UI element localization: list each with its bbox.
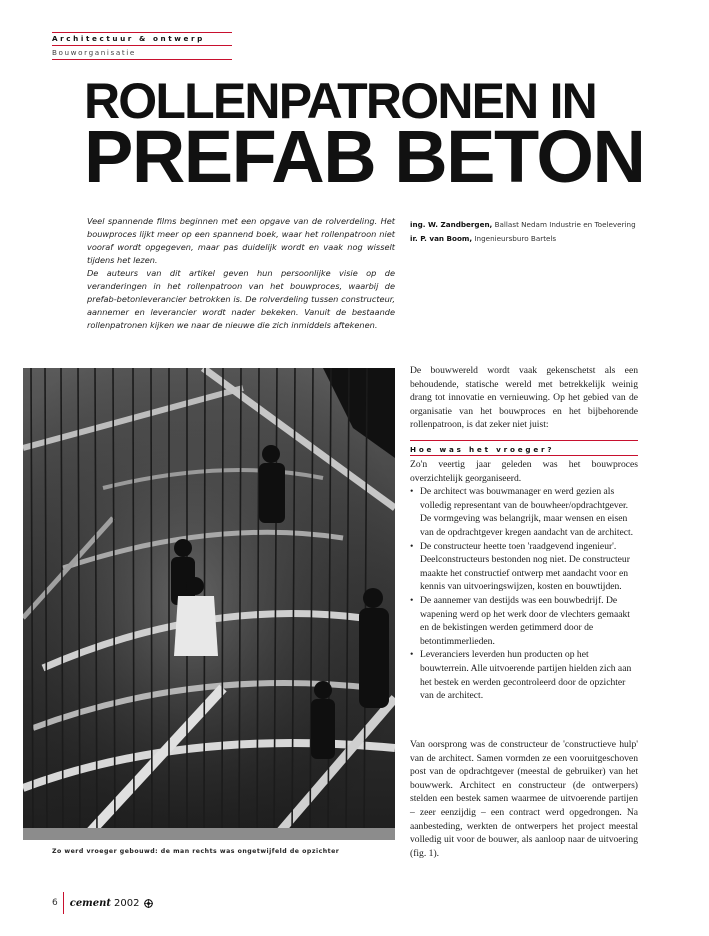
magazine-logo-icon <box>144 899 153 908</box>
lead-paragraph-2: De auteurs van dit artikel geven hun persoonlijke visie op de veranderingen in het rollenpatroon van het bouwproces, waarbij de prefab-betonleverancier betrokken is. De rolverdeling tussen constructeur, aannemer en leverancier wordt nader bekeken. Vanuit de bestaande rollenpatronen kijken we naar de nieuwe die zich inmiddels aftekenen. <box>87 268 395 330</box>
section-lead: Zo'n veertig jaar geleden was het bouwproces overzichtelijk georganiseerd. <box>410 459 638 484</box>
article-lead <box>87 215 395 332</box>
body-closing-paragraph: Van oorsprong was de constructeur de 'constructieve hulp' van de architect. Samen vormden ze een vooruitgeschoven post van de opdrachtgever (meestal de gebruiker) van het bouwwerk. Architect en constructeur (de ontwerpers) stelden een bestek samen waarmee de uitvoerende partijen – zeer eenzijdig – een contract werd opgedrongen. Na aanbesteding, werkten de ontwerpers het project meestal volledig uit voor de bouwer, als aanloop naar de uitvoering (fig. 1). <box>410 739 638 859</box>
section-body <box>410 458 638 703</box>
article-title-line-1: ROLLENPATRONEN IN <box>84 73 596 129</box>
bullet-item: • De constructeur heette toen 'raadgevend ingenieur'. Deelconstructeurs bestonden nog niet. De constructeur maakte het constructief ontwerp met aandacht voor en kennis van uitvoeringswijzen, kosten en bouwtijden. <box>410 540 638 594</box>
bullet-item: • De aannemer van destijds was een bouwbedrijf. De wapening werd op het werk door de vlechters gemaakt en de bekistingen werden getimmerd door de betontimmerlieden. <box>410 594 638 648</box>
rubric-top-rule <box>52 32 232 33</box>
body-intro-paragraph: De bouwwereld wordt vaak gekenschetst als een behoudende, statische wereld met betrekkelijk weinig drang tot innovatie en vernieuwing. Op het gebied van de organisatie van het bouwproces en het bijbehorende rollenpatroon, is dat zeker niet juist: <box>410 365 638 431</box>
bullet-list <box>410 485 638 703</box>
rubric-mid-rule <box>52 45 232 46</box>
author-list <box>410 218 650 245</box>
magazine-year: 2002 <box>114 897 140 909</box>
author-1-name: ing. W. Zandbergen, <box>410 220 493 229</box>
bullet-item: • Leveranciers leverden hun producten op het bouwterrein. Alle uitvoerende partijen hielden zich aan het bestek en werden gecontroleerd door de opzichter van de architect. <box>410 648 638 702</box>
page-footer <box>52 892 153 914</box>
construction-photo <box>23 368 395 840</box>
rubric-bottom-rule <box>52 59 232 60</box>
author-2-affiliation: Ingenieursburo Bartels <box>474 233 557 243</box>
author-1 <box>410 218 650 232</box>
page-number: 6 <box>52 898 58 908</box>
author-2 <box>410 232 650 246</box>
photo-caption: Zo werd vroeger gebouwd: de man rechts was ongetwijfeld de opzichter <box>52 848 340 855</box>
section-bottom-rule <box>410 455 638 456</box>
subsection-label: Bouworganisatie <box>52 48 136 57</box>
lead-paragraph-1: Veel spannende films beginnen met een opgave van de rolverdeling. Het bouwproces lijkt meer op een spannend boek, waar het rollenpatroon niet vooraf wordt opgegeven, maar pas duidelijk wordt en vaak nog wisselt tijdens het lezen. <box>87 216 395 265</box>
magazine-name: cement <box>69 897 112 909</box>
bullet-item: • De architect was bouwmanager en werd gezien als volledig representant van de bouwheer/opdrachtgever. De vormgeving was belangrijk, maar wensen en eisen van de opdrachtgever kregen aandacht van de architect. <box>410 485 638 539</box>
article-title-line-2: PREFAB BETON <box>84 115 645 198</box>
section-label: Architectuur & ontwerp <box>52 34 205 43</box>
author-1-affiliation: Ballast Nedam Industrie en Toelevering <box>494 220 636 229</box>
section-heading: Hoe was het vroeger? <box>410 445 555 454</box>
construction-photo-graphic <box>23 368 395 840</box>
author-2-name: ir. P. van Boom, <box>410 233 473 243</box>
section-top-rule <box>410 440 638 441</box>
footer-divider <box>63 892 64 914</box>
